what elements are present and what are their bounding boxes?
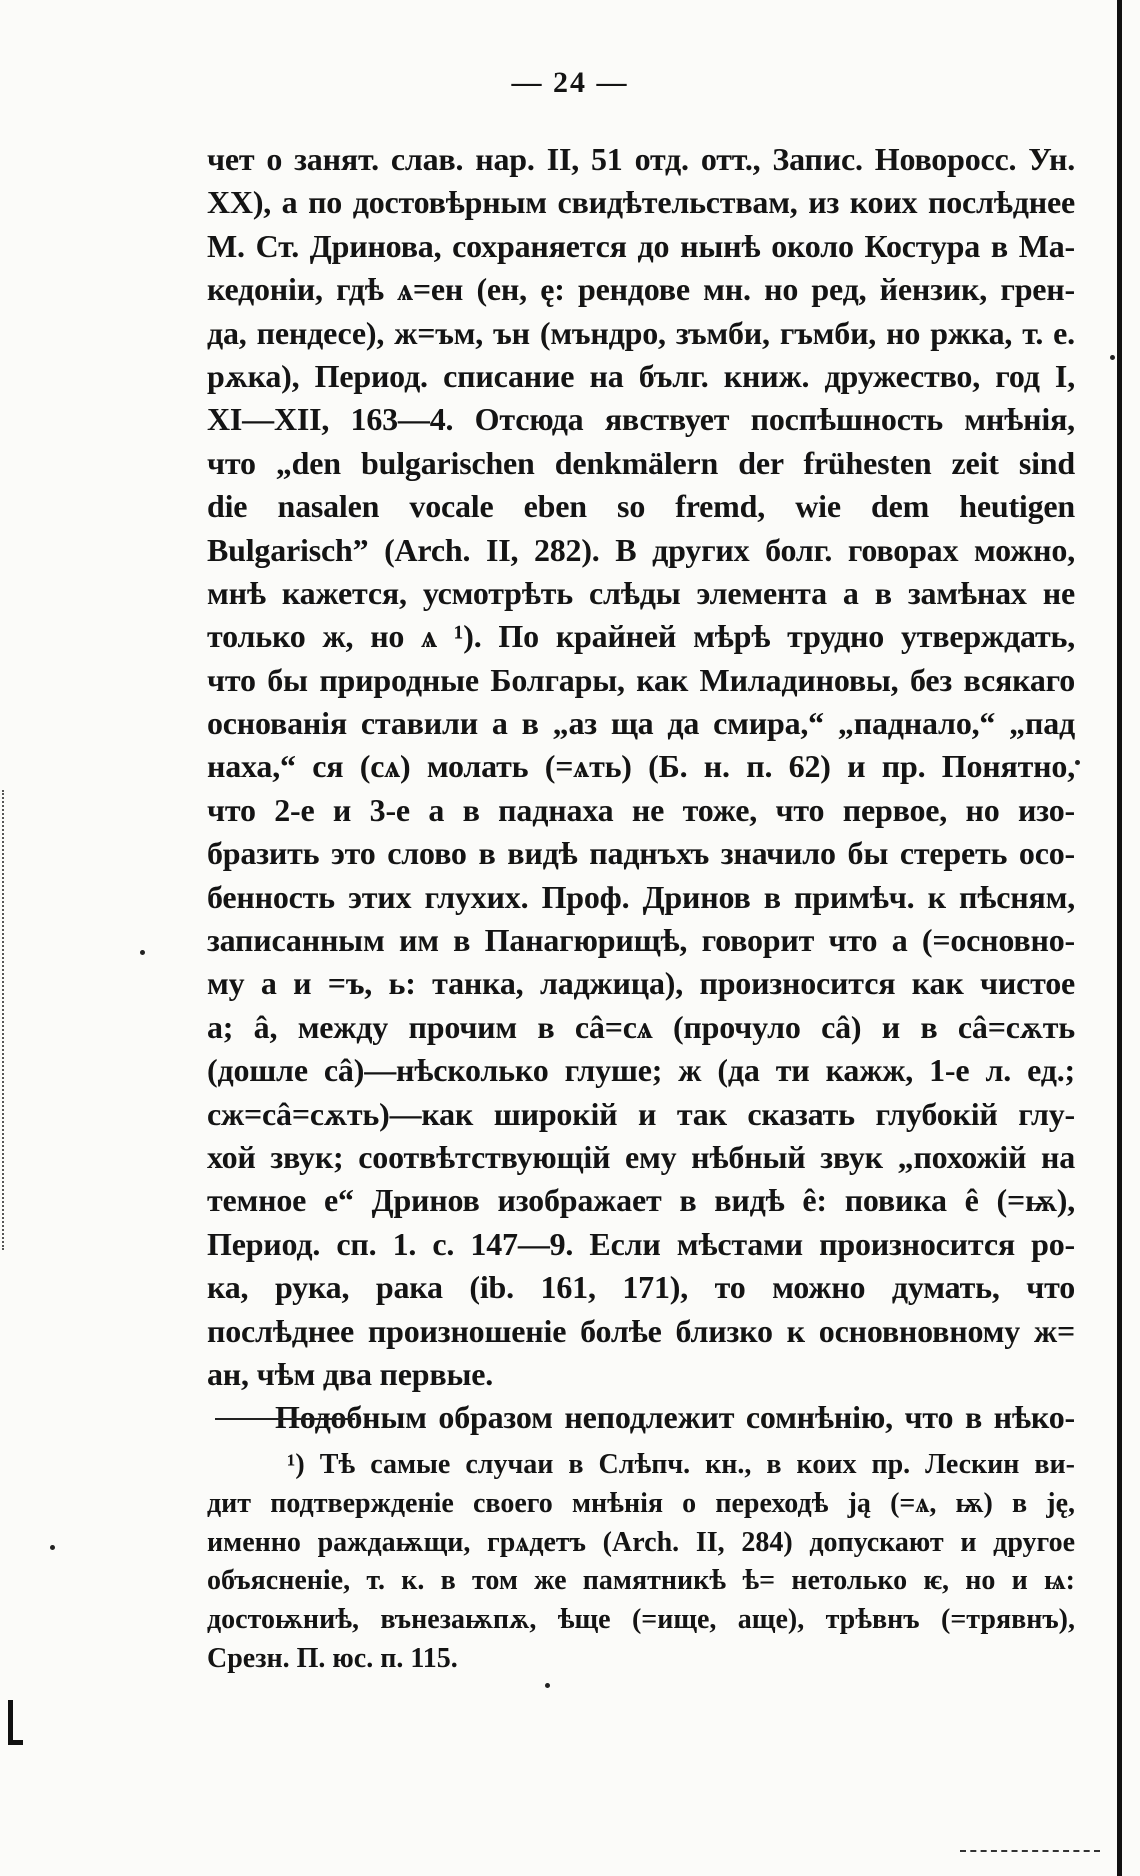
text-line: чет о занят. слав. нар. II, 51 отд. отт., Запис. Новоросс. Ун.	[207, 141, 1075, 177]
footnote-line: объясненіе, т. к. в том же памятникѣ ѣ= нетолько ѥ, но и ѩ:	[207, 1565, 1075, 1597]
text-line: да, пендесе), ж=ъм, ън (мъндро, зъмби, гъмби, но ржка, т. е.	[207, 314, 1075, 351]
text-line: бенность этих глухих. Проф. Дринов в примѣч. к пѣсням,	[207, 878, 1075, 915]
text-line: послѣднее произношеніе болѣе близко к основновному ж=	[207, 1312, 1075, 1349]
scan-edge-line	[1117, 0, 1122, 1876]
scan-bottom-mark	[960, 1850, 1100, 1852]
scan-speck	[1075, 760, 1080, 765]
text-line: что бы природные Болгары, как Миладиновы, без всякаго	[207, 661, 1075, 698]
footnote-line: достоѭниѣ, вънезаѭпѫ, ѣще (=ище, аще), трѣвнъ (=трявнъ),	[207, 1604, 1075, 1636]
text-line: что „den bulgarischen denkmälern der frühesten zeit sind	[207, 444, 1075, 481]
text-line: рѫка), Период. списание на бълг. книж. дружество, год I,	[207, 357, 1075, 394]
text-line: темное е“ Дринов изображает в видѣ ê: повика ê (=ѭ),	[207, 1182, 1075, 1219]
paragraph-start-line: Подобным образом неподлежит сомнѣнію, что в нѣко-	[275, 1399, 1075, 1436]
text-line: мнѣ кажется, усмотрѣть слѣды элемента а в замѣнах не	[207, 574, 1075, 611]
text-line: что 2-е и 3-е а в паднаха не тоже, что первое, но изо-	[207, 791, 1075, 828]
text-line: XI—XII, 163—4. Отсюда явствует поспѣшность мнѣнія,	[207, 401, 1075, 438]
text-line: а; â, между прочим в сâ=сѧ (прочуло сâ) и в сâ=сѫть	[207, 1008, 1075, 1045]
scan-speck	[140, 950, 145, 955]
footnotes	[207, 1446, 1075, 1679]
text-line: наха,“ ся (сѧ) молать (=ѧть) (Б. н. п. 62) и пр. Понятно,	[207, 748, 1075, 785]
text-line: бразить это слово в видѣ паднъхъ значило бы стереть осо-	[207, 835, 1075, 872]
text-line: записанным им в Панагюрищѣ, говорит что а (=основно-	[207, 922, 1075, 959]
scan-speck	[50, 1545, 55, 1550]
footnote-line: дит подтвержденіе своего мнѣнія о переходѣ ją (=ѧ, ѭ) в ję,	[207, 1487, 1075, 1519]
text-line: Bulgarisch” (Arch. II, 282). В других болг. говорах можно,	[207, 531, 1075, 568]
text-line: (дошле сâ)—нѣсколько глуше; ж (да ти кажж, 1-е л. ед.;	[207, 1052, 1075, 1089]
footnote-line: Срезн. П. юс. п. 115.	[207, 1642, 458, 1674]
text-line: М. Ст. Дринова, сохраняется до нынѣ около Костура в Ма-	[207, 227, 1075, 264]
page-number: — 24 —	[511, 66, 629, 99]
text-line: die nasalen vocale eben so fremd, wie dem heutigen	[207, 488, 1075, 525]
text-line: ан, чѣм два первые.	[207, 1355, 494, 1392]
scan-speck	[545, 1683, 550, 1688]
text-line: только ж, но ѧ ¹). По крайней мѣрѣ трудно утверждать,	[207, 618, 1075, 655]
scan-speck	[1110, 355, 1115, 360]
text-line: хой звук; соотвѣтствующій ему нѣбный звук „похожій на	[207, 1138, 1075, 1175]
text-line: XX), а по достовѣрным свидѣтельствам, из коих послѣднее	[207, 184, 1075, 221]
text-line: основанія ставили а в „аз ща да смира,“ „паднало,“ „пад	[207, 705, 1075, 742]
scan-corner-mark	[8, 1700, 23, 1745]
footnote-line: именно раждаѭщи, грѧдетъ (Arch. II, 284) допускают и другое	[207, 1526, 1075, 1558]
text-line: ка, рука, рака (ib. 161, 171), то можно думать, что	[207, 1269, 1075, 1306]
footnote-separator	[215, 1418, 355, 1420]
scan-margin-marks	[2, 790, 18, 1250]
text-line: сж=сâ=сѫть)—как широкій и так сказать глубокій глу-	[207, 1095, 1075, 1132]
text-line: кедоніи, гдѣ ѧ=ен (ен, ę: рендове мн. но ред, йензик, грен-	[207, 271, 1075, 308]
footnote-line: ¹) Тѣ самые случаи в Слѣпч. кн., в коих пр. Лескин ви-	[287, 1449, 1075, 1480]
text-line: му а и =ъ, ь: танка, ладжица), произносится как чистое	[207, 965, 1075, 1002]
body-text	[207, 138, 1075, 1440]
text-line: Период. сп. 1. с. 147—9. Если мѣстами произносится ро-	[207, 1225, 1075, 1262]
